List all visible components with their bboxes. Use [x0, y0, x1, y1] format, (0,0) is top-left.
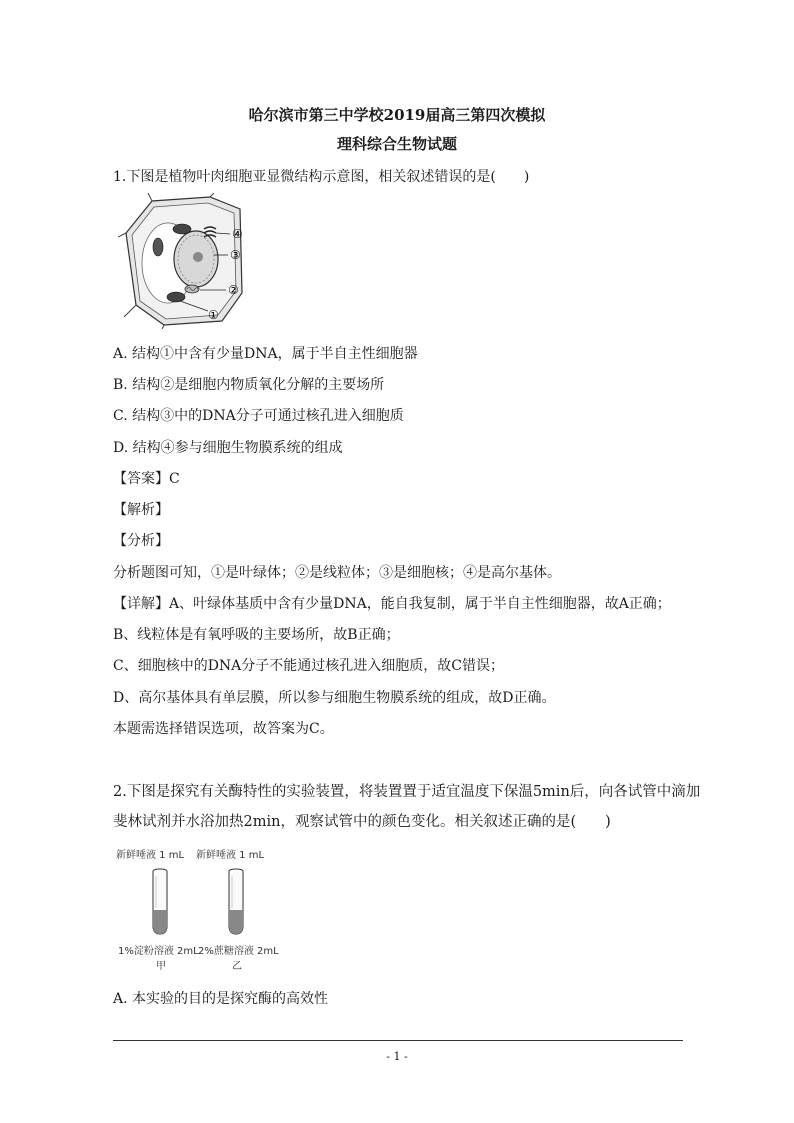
- tube-yi: [229, 869, 243, 934]
- q1-option-b: B. 结构②是细胞内物质氧化分解的主要场所: [113, 377, 385, 393]
- q1-detail-d: D、高尔基体具有单层膜，所以参与细胞生物膜系统的组成，故D正确。: [113, 690, 556, 706]
- label-1: ①: [208, 308, 219, 322]
- q2-stem-line2: 斐林试剂并水浴加热2min，观察试管中的颜色变化。相关叙述正确的是( ): [113, 814, 611, 830]
- plant-cell-diagram: [118, 193, 258, 329]
- q1-detail-b: B、线粒体是有氧呼吸的主要场所，故B正确；: [113, 627, 400, 643]
- q1-detail-c: C、细胞核中的DNA分子不能通过核孔进入细胞质，故C错误；: [113, 658, 505, 674]
- tube1-bottom-label: 1%淀粉溶液 2mL: [118, 946, 199, 957]
- tube2-name: 乙: [232, 961, 242, 972]
- exam-subtitle: 理科综合生物试题: [336, 135, 457, 153]
- q1-option-d: D. 结构④参与细胞生物膜系统的组成: [113, 440, 343, 456]
- q1-fenxi-heading: 【分析】: [113, 533, 169, 549]
- footer-rule: [113, 1040, 683, 1041]
- page-number: - 1 -: [386, 1050, 408, 1063]
- q2-stem-line1: 2.下图是探究有关酶特性的实验装置，将装置置于适宜温度下保温5min后，向各试管中滴加: [113, 784, 701, 800]
- label-3: ③: [230, 248, 241, 262]
- q1-stem: 1.下图是植物叶肉细胞亚显微结构示意图，相关叙述错误的是( ): [113, 169, 530, 185]
- q1-option-a: A. 结构①中含有少量DNA，属于半自主性细胞器: [113, 346, 418, 362]
- q2-option-a: A. 本实验的目的是探究酶的高效性: [113, 991, 329, 1007]
- label-4: ④: [232, 227, 243, 241]
- exam-title: 哈尔滨市第三中学校2019届高三第四次模拟: [248, 106, 546, 124]
- test-tube-diagram: [112, 846, 312, 974]
- q1-answer: 【答案】C: [113, 471, 180, 487]
- q1-analysis: 分析题图可知，①是叶绿体；②是线粒体；③是细胞核；④是高尔基体。: [113, 565, 561, 581]
- q1-option-c: C. 结构③中的DNA分子可通过核孔进入细胞质: [113, 408, 404, 424]
- tube2-top-label: 新鲜唾液 1 mL: [196, 850, 265, 861]
- tube2-bottom-label: 2%蔗糖溶液 2mL: [198, 946, 279, 957]
- q1-conclusion: 本题需选择错误选项，故答案为C。: [113, 721, 334, 737]
- tube1-top-label: 新鲜唾液 1 mL: [116, 850, 185, 861]
- tube1-name: 甲: [156, 961, 166, 972]
- q1-detail-a: 【详解】A、叶绿体基质中含有少量DNA，能自我复制，属于半自主性细胞器，故A正确；: [113, 596, 671, 612]
- tube-jia: [153, 869, 167, 934]
- q1-jiexi-heading: 【解析】: [113, 502, 169, 518]
- label-2: ②: [228, 283, 239, 297]
